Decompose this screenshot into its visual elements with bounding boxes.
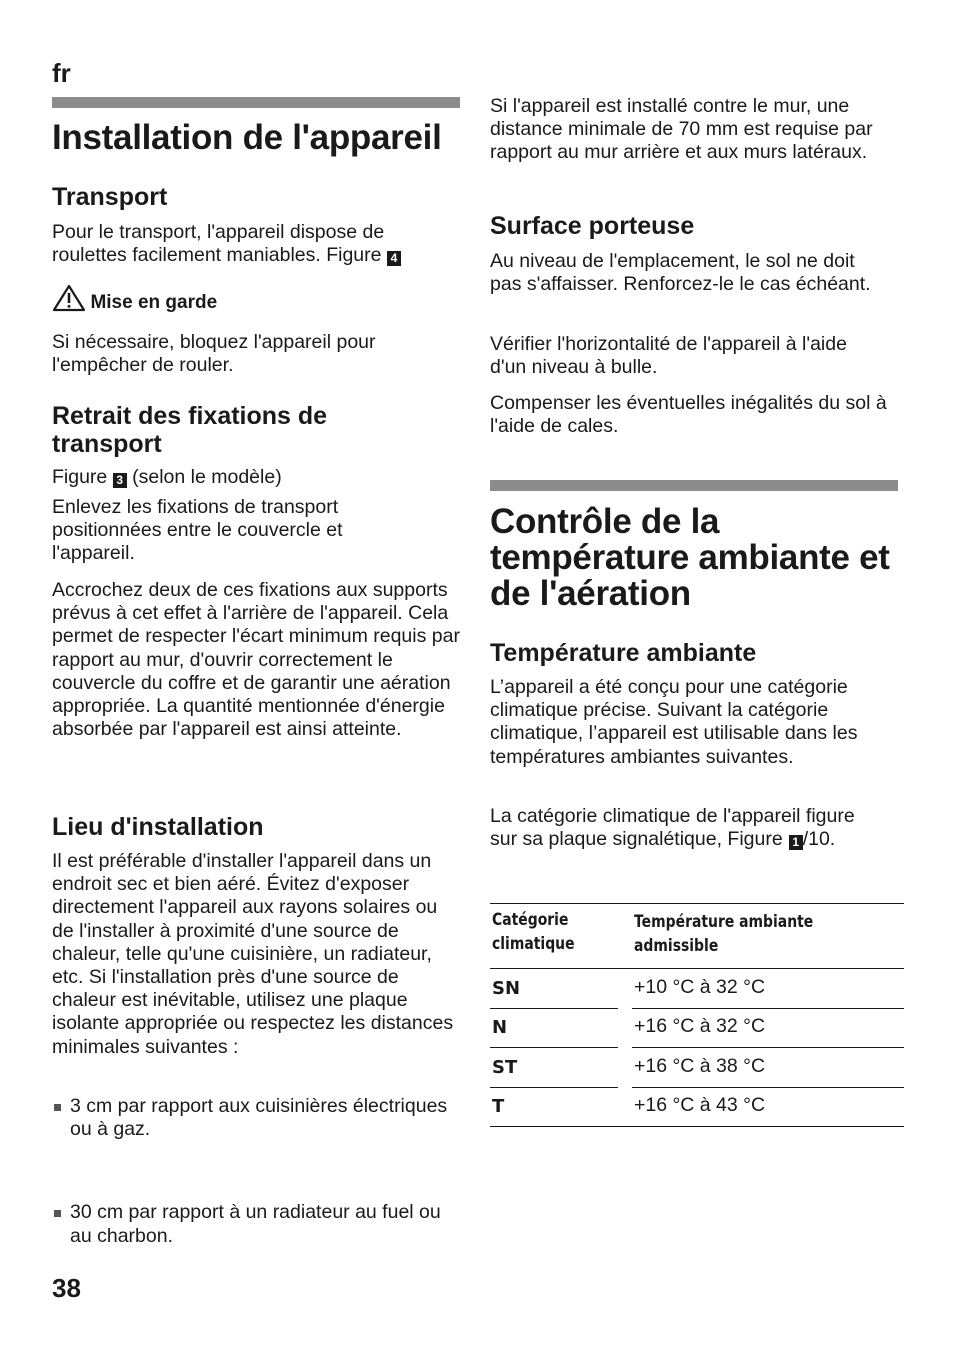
- table-rule: [490, 1047, 618, 1048]
- figure-ref: 1: [789, 835, 803, 850]
- table-rule: [490, 903, 904, 904]
- table-cell-category: N: [492, 1017, 508, 1038]
- surface-paragraph-3: Compenser les éventuelles inégalités du sol à l'aide de cales.: [490, 392, 887, 438]
- table-header-temperature: Température ambiante admissible: [634, 912, 814, 956]
- retrait-figure-line: Figure 3 (selon le modèle): [52, 466, 282, 488]
- retrait-paragraph-2: Accrochez deux de ces fixations aux supports prévus à cet effet à l'arrière de l'appareil. Cela permet de respecter l'écart minimum requis par rapport au mur, d'ouvrir correctement le couvercle du coffre et de garantir une aération appropriée. La quantité mentionnée d'énergie absorbée par l'appareil est ainsi atteinte.: [52, 579, 460, 741]
- table-cell-category: ST: [492, 1057, 518, 1078]
- lieu-text: Il est préférable d'installer l'appareil dans un endroit sec et bien aéré. Évitez d'exposer directement l'appareil aux rayons solaires ou de l'installer à proximité d'une source de chaleur, telle qu'une cuisinière, un radiateur, etc. Si l'installation près d'une source de chaleur est inévitable, utilisez une plaque isolante appropriée ou respectez les distances minimales suivantes :: [52, 850, 454, 1058]
- warning-icon: [52, 284, 86, 312]
- table-cell-range: +16 °C à 43 °C: [634, 1094, 766, 1116]
- page-number: 38: [52, 1273, 81, 1303]
- list-item: 30 cm par rapport à un radiateur au fuel ou au charbon.: [52, 1201, 460, 1247]
- warning-label: Mise en garde: [90, 292, 218, 313]
- temperature-paragraph-1: L’appareil a été conçu pour une catégorie climatique précise. Suivant la catégorie climatique, l’appareil est utilisable dans les températures ambiantes suivantes.: [490, 676, 858, 768]
- warning-block: [52, 284, 452, 314]
- section-title-installation: Installation de l'appareil: [52, 118, 442, 157]
- table-cell-category: T: [492, 1096, 505, 1117]
- table-cell-range: +16 °C à 32 °C: [634, 1015, 766, 1037]
- heading-lieu: Lieu d'installation: [52, 813, 264, 841]
- section-rule: [52, 97, 460, 108]
- temperature-paragraph-2: La catégorie climatique de l'appareil figure sur sa plaque signalétique, Figure 1 /10.: [490, 805, 855, 851]
- table-rule: [490, 968, 904, 969]
- table-header-category: Catégorie climatique: [492, 910, 575, 954]
- section-title-temperature: Contrôle de la température ambiante et de l'aération: [490, 502, 890, 613]
- language-label: fr: [52, 58, 71, 88]
- figure-ref: 4: [387, 251, 401, 266]
- section-rule: [490, 480, 898, 491]
- warning-text: Si nécessaire, bloquez l'appareil pour l'empêcher de rouler.: [52, 331, 376, 377]
- table-rule: [632, 1087, 904, 1088]
- table-cell-range: +16 °C à 38 °C: [634, 1055, 766, 1077]
- heading-retrait: Retrait des fixations de transport: [52, 402, 328, 458]
- table-rule: [490, 1008, 618, 1009]
- surface-paragraph-1: Au niveau de l'emplacement, le sol ne doit pas s'affaisser. Renforcez-le le cas échéant.: [490, 250, 871, 296]
- table-cell-category: SN: [492, 978, 521, 999]
- table-rule: [490, 1087, 618, 1088]
- table-rule: [490, 1126, 904, 1127]
- transport-text: Pour le transport, l'appareil dispose de roulettes facilement maniables. Figure 4: [52, 221, 447, 267]
- table-cell-range: +10 °C à 32 °C: [634, 976, 766, 998]
- bullet-icon: [54, 1210, 61, 1217]
- bullet-icon: [54, 1104, 61, 1111]
- retrait-paragraph-1: Enlevez les fixations de transport positionnées entre le couvercle et l'appareil.: [52, 496, 343, 565]
- heading-transport: Transport: [52, 183, 168, 211]
- wall-distance-text: Si l'appareil est installé contre le mur, une distance minimale de 70 mm est requise par rapport au mur arrière et aux murs latéraux.: [490, 95, 873, 164]
- list-item: 3 cm par rapport aux cuisinières électriques ou à gaz.: [52, 1095, 450, 1141]
- figure-ref: 3: [113, 473, 127, 488]
- surface-paragraph-2: Vérifier l'horizontalité de l'appareil à l'aide d'un niveau à bulle.: [490, 333, 847, 379]
- heading-surface: Surface porteuse: [490, 212, 695, 240]
- heading-temperature: Température ambiante: [490, 639, 757, 667]
- table-rule: [632, 1047, 904, 1048]
- table-rule: [632, 1008, 904, 1009]
